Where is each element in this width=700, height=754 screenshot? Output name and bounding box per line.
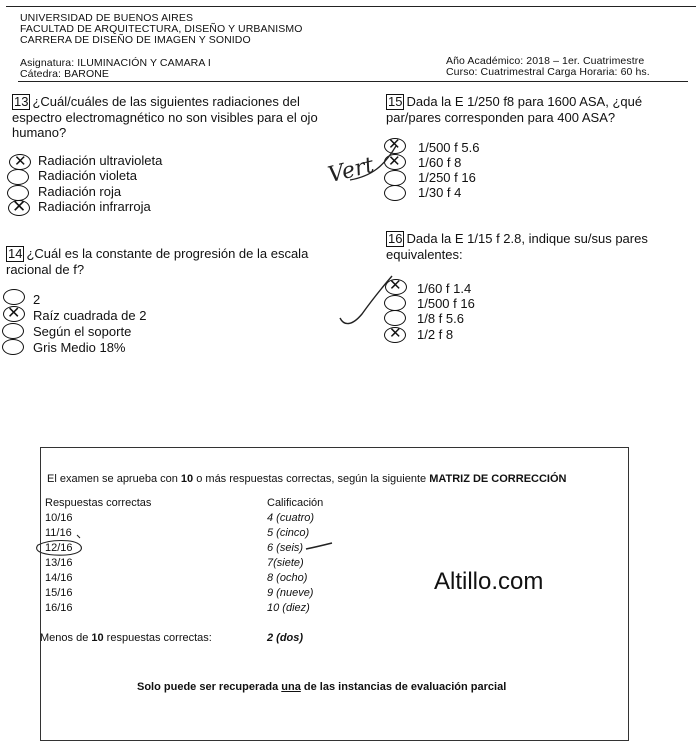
q13-option-4: Radiación infrarroja [38,199,151,214]
question-number: 14 [8,246,23,261]
answer-count: 12/16 [45,542,73,554]
table-row [267,542,303,554]
handwritten-note: Vert [325,152,377,189]
academic-year: Año Académico: 2018 – 1er. Cuatrimestre [446,55,645,67]
chair: Cátedra: BARONE [20,68,110,80]
grade-value: 6 (seis) [267,542,304,554]
matrix-top-border [40,447,628,448]
answer-count: 14/16 [45,572,73,584]
subject: Asignatura: ILUMINACIÓN Y CAMARA I [20,57,211,69]
question-number: 16 [388,231,403,246]
answer-count: 10/16 [45,512,73,524]
university-name: UNIVERSIDAD DE BUENOS AIRES [20,12,194,24]
tick-stroke [77,535,80,538]
grade-value: 4 (cuatro) [267,512,315,524]
q15-option-3: 1/250 f 16 [418,170,476,185]
q14-option-3: Según el soporte [33,324,132,339]
grade-value: 10 (diez) [267,602,310,614]
question-number: 13 [14,94,29,109]
question-text: ¿Cuál es la constante de progresión de la escala racional de f? [6,246,309,277]
answer-count: 11/16 [45,527,72,539]
column-header-grade: Calificación [267,497,324,509]
q16-option-4: 1/2 f 8 [417,327,454,342]
question-text: Dada la E 1/250 f8 para 1600 ASA, ¿qué par/pares corresponden para 400 ASA? [386,94,643,125]
q13-check-mark: ✕ [14,152,27,170]
course-info: Curso: Cuatrimestral Carga Horaria: 60 hs. [446,66,650,78]
table-row [45,602,73,614]
q13-check-mark: ✕ [12,197,27,217]
grade-value: 9 (nueve) [267,587,314,599]
intro-text: o más respuestas correctas, según la siguiente [193,473,430,485]
recovery-note [137,681,506,693]
matrix-left-border [40,447,41,740]
matrix-bottom-border [40,740,629,741]
question-number: 15 [388,94,403,109]
intro-number: 10 [180,473,194,485]
watermark: Altillo.com [434,568,544,595]
recovery-text: Solo puede ser recuperada [137,681,282,693]
table-row [267,557,304,569]
q16-option-1: 1/60 f 1.4 [417,281,472,296]
answer-count: 13/16 [45,557,73,569]
career-name: CARRERA DE DISEÑO DE IMAGEN Y SONIDO [20,34,251,46]
q14-option-1: 2 [33,292,41,307]
q16-option-3: 1/8 f 5.6 [417,311,464,326]
fail-number: 10 [91,632,104,644]
q16-check-mark: ✕ [389,324,402,342]
grade-value: 7(siete) [267,557,304,569]
matrix-intro [47,473,566,485]
q15-option-1: 1/500 f 5.6 [418,140,480,155]
recovery-text: de las instancias de evaluación parcial [300,681,507,693]
q14-check-mark: ✕ [7,303,21,322]
fail-grade [267,632,303,644]
q15-underline-stroke [350,146,396,180]
intro-text: El examen se aprueba con [47,473,181,485]
faculty-name: FACULTAD DE ARQUITECTURA, DISEÑO Y URBANISMO [20,23,303,35]
table-row [267,587,313,599]
table-row [267,527,309,539]
q15-check-mark: ✕ [388,152,401,170]
q15-option-2: 1/60 f 8 [418,155,462,170]
grade-value: 8 (ocho) [267,572,308,584]
table-row [45,527,72,539]
fail-grade-value: 2 (dos) [267,632,304,644]
q15-option-4: 1/30 f 4 [418,185,462,200]
q14-option-2: Raíz cuadrada de 2 [33,308,147,323]
table-row [45,542,73,554]
table-row [267,572,307,584]
recovery-emphasis: una [281,681,301,693]
answer-count: 15/16 [45,587,73,599]
table-row [45,512,73,524]
table-row [45,587,73,599]
q14-option-4: Gris Medio 18% [33,340,126,355]
fail-text: Menos de [40,632,92,644]
matrix-right-border [628,447,629,740]
fail-text: respuestas correctas: [103,632,212,644]
fail-rule [40,632,212,644]
q13-option-3: Radiación roja [38,184,122,199]
column-header-answers: Respuestas correctas [45,497,152,509]
grade-value: 5 (cinco) [267,527,310,539]
table-row [267,512,314,524]
q16-option-2: 1/500 f 16 [417,296,475,311]
table-row [45,557,73,569]
q16-check-stroke [340,276,392,324]
matrix-title: MATRIZ DE CORRECCIÓN [429,473,567,485]
question-text: Dada la E 1/15 f 2.8, indique su/sus pares equivalentes: [386,231,648,262]
table-row [267,602,310,614]
q13-option-2: Radiación violeta [38,168,138,183]
q15-check-mark: ✕ [388,135,401,153]
q16-check-mark: ✕ [389,276,402,294]
answer-count: 16/16 [45,602,73,614]
q13-option-1: Radiación ultravioleta [38,153,163,168]
grade-underline-stroke [306,543,332,549]
table-row [45,572,73,584]
question-text: ¿Cuál/cuáles de las siguientes radiaciones del espectro electromagnético no son visibles para el ojo humano? [12,94,318,140]
